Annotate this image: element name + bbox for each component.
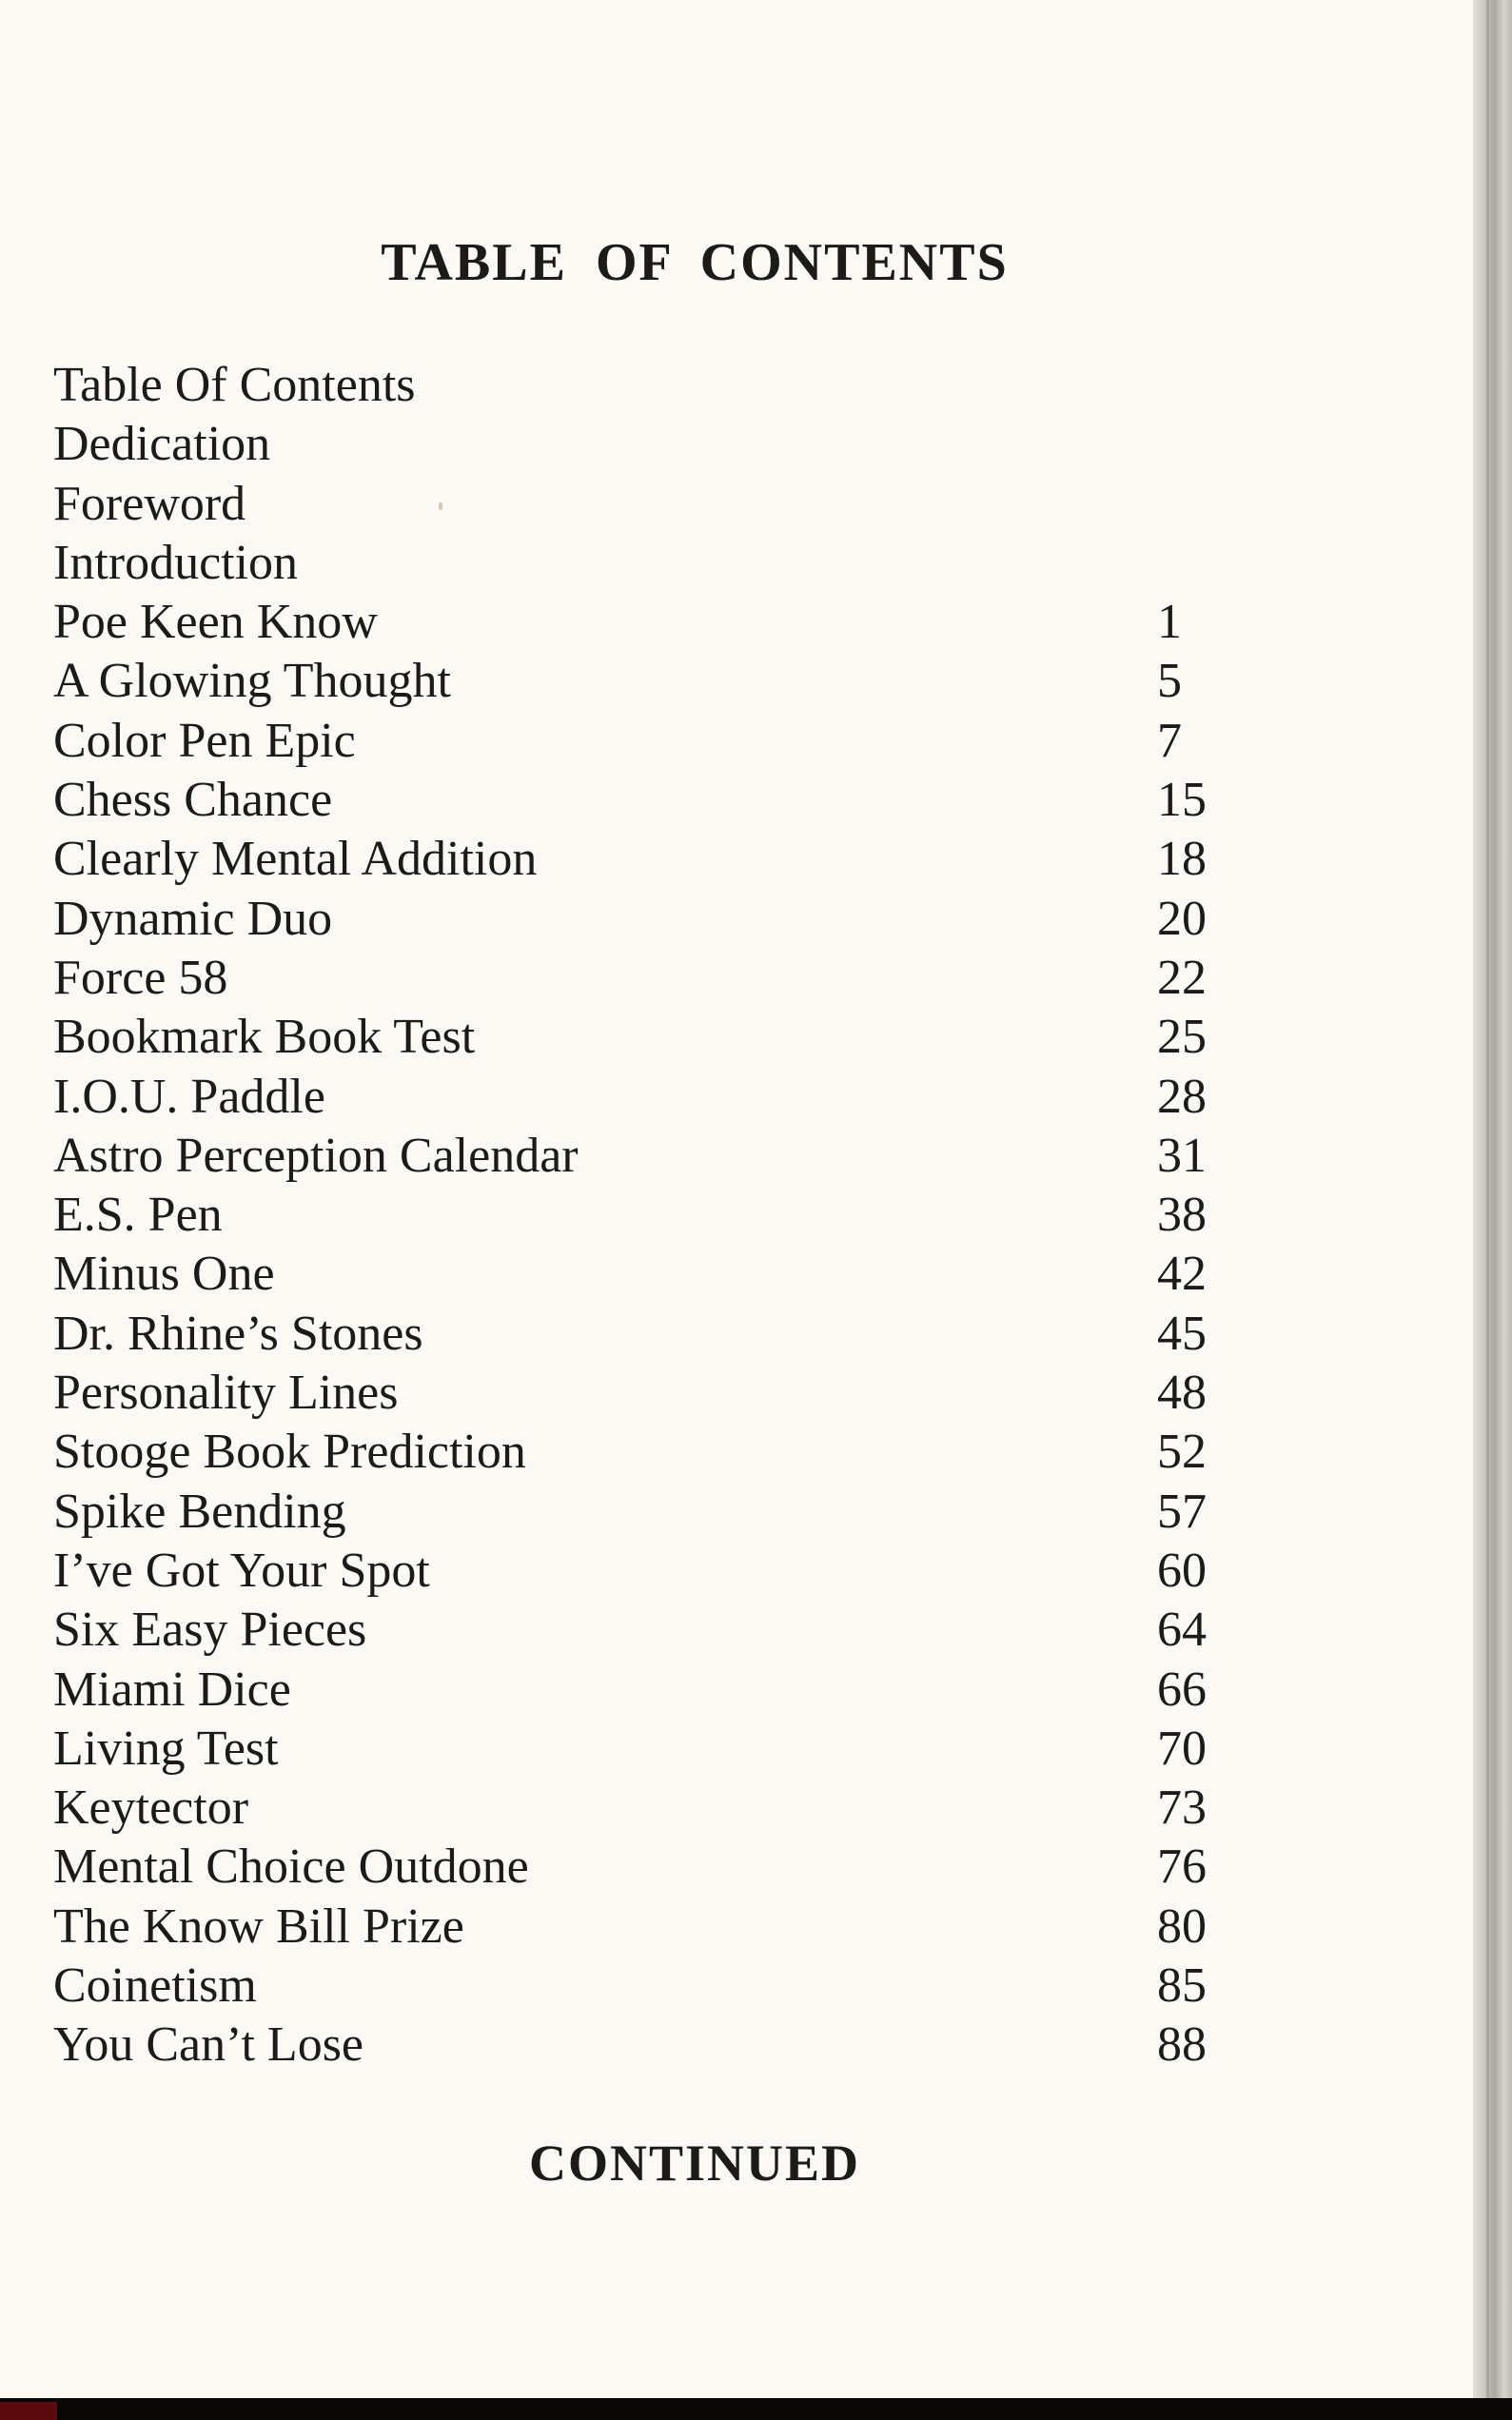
toc-entry-page-number: 64 bbox=[1157, 1603, 1207, 1658]
toc-entry-title: A Glowing Thought bbox=[53, 654, 451, 709]
toc-entry bbox=[53, 830, 1252, 889]
toc-entry bbox=[53, 771, 1252, 830]
toc-entry-title: Minus One bbox=[53, 1247, 275, 1302]
toc-entry bbox=[53, 1364, 1252, 1423]
toc-entry bbox=[53, 1008, 1252, 1067]
toc-entry-page-number: 1 bbox=[1157, 595, 1182, 650]
toc-entry-title: Astro Perception Calendar bbox=[53, 1128, 579, 1183]
toc-entry bbox=[53, 1838, 1252, 1897]
toc-entry bbox=[53, 1601, 1252, 1660]
toc-entry-title: Spike Bending bbox=[53, 1484, 346, 1539]
continued-label: CONTINUED bbox=[528, 2135, 861, 2192]
toc-entry bbox=[53, 1898, 1252, 1957]
toc-entry-page-number: 60 bbox=[1157, 1543, 1207, 1598]
toc-entry bbox=[53, 1483, 1252, 1542]
toc-entry-page-number: 20 bbox=[1157, 891, 1207, 946]
toc-entry-title: Stooge Book Prediction bbox=[53, 1425, 526, 1480]
toc-entry-title: I.O.U. Paddle bbox=[53, 1069, 325, 1124]
toc-entry-page-number: 25 bbox=[1157, 1010, 1207, 1065]
toc-entry-title: Miami Dice bbox=[53, 1662, 291, 1717]
toc-entry-page-number: 52 bbox=[1157, 1425, 1207, 1480]
toc-entry-title: Clearly Mental Addition bbox=[53, 832, 538, 887]
bottom-cover-band bbox=[0, 2398, 1512, 2420]
toc-entry-page-number: 57 bbox=[1157, 1484, 1207, 1539]
toc-entry bbox=[53, 2016, 1252, 2075]
page-edge-spine bbox=[1473, 0, 1512, 2420]
toc-entry-page-number: 70 bbox=[1157, 1721, 1207, 1776]
toc-entry-title: Bookmark Book Test bbox=[53, 1010, 476, 1065]
toc-entry-page-number: 18 bbox=[1157, 832, 1207, 887]
toc-entry bbox=[53, 949, 1252, 1008]
toc-entry bbox=[53, 652, 1252, 711]
toc-entry-title: I’ve Got Your Spot bbox=[53, 1543, 430, 1598]
toc-entry-title: You Can’t Lose bbox=[53, 2017, 364, 2073]
toc-entry bbox=[53, 1957, 1252, 2016]
toc-entry-page-number: 85 bbox=[1157, 1958, 1207, 2014]
toc-entry-title: Keytector bbox=[53, 1781, 249, 1836]
page-title: TABLE OF CONTENTS bbox=[381, 233, 1009, 292]
toc-entry bbox=[53, 1661, 1252, 1720]
toc-entry bbox=[53, 1068, 1252, 1127]
toc-entry bbox=[53, 1305, 1252, 1364]
toc-entry-title: E.S. Pen bbox=[53, 1188, 223, 1243]
toc-entry bbox=[53, 1423, 1252, 1482]
toc-entry-page-number: 38 bbox=[1157, 1188, 1207, 1243]
toc-entry-page-number: 5 bbox=[1157, 654, 1182, 709]
toc-entry-title: Poe Keen Know bbox=[53, 595, 378, 650]
paper-speck bbox=[439, 502, 442, 510]
toc-entry-page-number: 7 bbox=[1157, 713, 1182, 768]
toc-entry bbox=[53, 415, 1252, 474]
toc-entry bbox=[53, 1127, 1252, 1186]
toc-entry-title: Dedication bbox=[53, 417, 271, 472]
toc-entry-page-number: 80 bbox=[1157, 1899, 1207, 1954]
toc-entry-title: Foreword bbox=[53, 476, 246, 531]
toc-entry-page-number: 22 bbox=[1157, 950, 1207, 1005]
toc-entry-title: Dr. Rhine’s Stones bbox=[53, 1306, 423, 1361]
toc-entry-title: Introduction bbox=[53, 535, 299, 590]
toc-entry-title: Coinetism bbox=[53, 1958, 257, 2014]
toc-entry bbox=[53, 1186, 1252, 1245]
toc-entry-page-number: 15 bbox=[1157, 773, 1207, 828]
toc-entry bbox=[53, 712, 1252, 771]
toc-entry bbox=[53, 534, 1252, 593]
toc-entry-page-number: 45 bbox=[1157, 1306, 1207, 1361]
toc-entry-title: The Know Bill Prize bbox=[53, 1899, 464, 1954]
toc-entry-page-number: 66 bbox=[1157, 1662, 1207, 1717]
toc-entry bbox=[53, 475, 1252, 534]
toc-entry bbox=[53, 890, 1252, 949]
toc-entry bbox=[53, 356, 1252, 415]
toc-entry bbox=[53, 1245, 1252, 1304]
toc-entry-page-number: 42 bbox=[1157, 1247, 1207, 1302]
toc-entry-page-number: 76 bbox=[1157, 1840, 1207, 1895]
toc-entry-title: Six Easy Pieces bbox=[53, 1603, 367, 1658]
toc-entry-title: Chess Chance bbox=[53, 773, 333, 828]
toc-entry-page-number: 48 bbox=[1157, 1366, 1207, 1421]
toc-entry-title: Personality Lines bbox=[53, 1366, 399, 1421]
toc-entry bbox=[53, 1720, 1252, 1779]
toc-entry-title: Mental Choice Outdone bbox=[53, 1840, 529, 1895]
toc-entry-title: Force 58 bbox=[53, 950, 228, 1005]
toc-entry-page-number: 88 bbox=[1157, 2017, 1207, 2073]
toc-entry bbox=[53, 593, 1252, 652]
toc-entry-title: Color Pen Epic bbox=[53, 713, 356, 768]
toc-entry-page-number: 28 bbox=[1157, 1069, 1207, 1124]
table-of-contents-list bbox=[53, 356, 1252, 2076]
toc-entry-title: Dynamic Duo bbox=[53, 891, 333, 946]
toc-entry-title: Table Of Contents bbox=[53, 358, 416, 412]
toc-entry bbox=[53, 1542, 1252, 1601]
toc-entry bbox=[53, 1779, 1252, 1838]
toc-entry-page-number: 73 bbox=[1157, 1781, 1207, 1836]
toc-entry-page-number: 31 bbox=[1157, 1128, 1207, 1183]
toc-entry-title: Living Test bbox=[53, 1721, 279, 1776]
